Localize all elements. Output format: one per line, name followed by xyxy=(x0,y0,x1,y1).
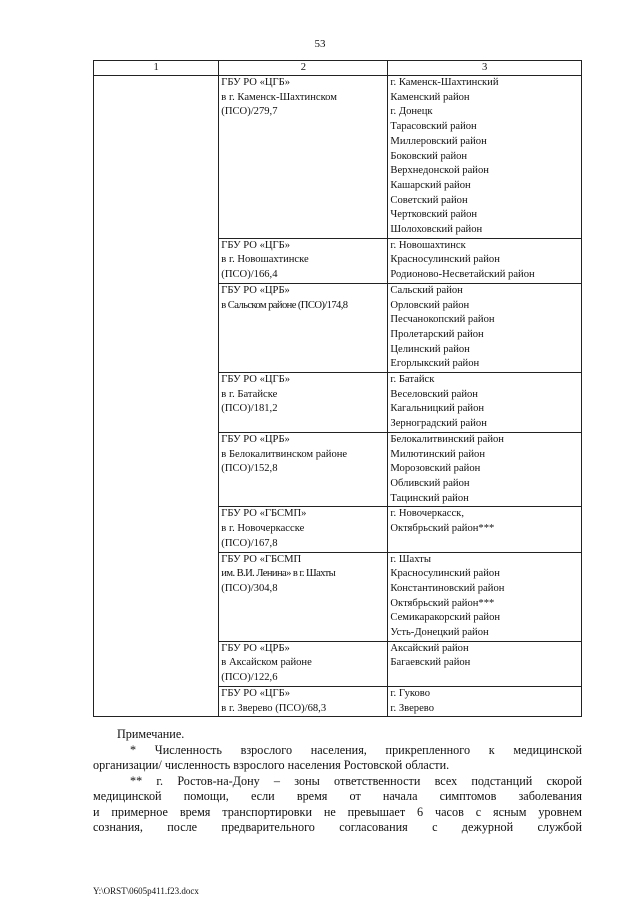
organization-line: в г. Каменск-Шахтинском xyxy=(221,91,337,103)
service-area-line: Советский район xyxy=(390,194,468,206)
service-area-line: Октябрьский район*** xyxy=(390,523,495,535)
notes-section xyxy=(93,727,582,836)
service-area-line: г. Новочеркасск, xyxy=(390,508,464,520)
organization-line: ГБУ РО «ЦГБ» xyxy=(221,77,291,88)
service-area-cell xyxy=(388,238,582,283)
note-1-line-2: организации/ численность взрослого населения Ростовской области. xyxy=(93,758,450,772)
table-header-row xyxy=(94,61,582,76)
service-area-line: г. Гуково xyxy=(390,687,431,699)
service-area-line: Тарасовский район xyxy=(390,121,477,133)
organization-line: в г. Зверево (ПСО)/68,3 xyxy=(221,702,327,714)
service-area-line: Миллеровский район xyxy=(390,135,487,147)
service-area-line: Орловский район xyxy=(390,299,470,311)
organization-line: (ПСО)/166,4 xyxy=(221,269,278,281)
service-area-line: Каменский район xyxy=(390,91,470,103)
organization-line: (ПСО)/181,2 xyxy=(221,403,278,415)
note-2-line-2: медицинской помощи, если время от начала симптомов заболевания xyxy=(93,789,582,803)
organization-line: в Белокалитвинском районе xyxy=(221,448,348,460)
note-2-line-4: сознания, после предварительного согласования с дежурной службой xyxy=(93,820,582,834)
service-area-line: Шолоховский район xyxy=(390,224,483,236)
zones-table xyxy=(93,60,582,717)
organization-line: ГБУ РО «ГБСМП» xyxy=(221,508,307,520)
organization-cell xyxy=(219,432,388,507)
organization-line: (ПСО)/304,8 xyxy=(221,582,278,594)
service-area-line: Усть-Донецкий район xyxy=(390,627,489,639)
service-area-line: Родионово-Несветайский район xyxy=(390,269,535,281)
service-area-cell xyxy=(388,373,582,433)
service-area-line: Целинский район xyxy=(390,343,470,355)
organization-line: ГБУ РО «ЦГБ» xyxy=(221,687,291,699)
service-area-line: Багаевский район xyxy=(390,657,471,669)
service-area-line: г. Зверево xyxy=(390,702,435,714)
service-area-line: Кашарский район xyxy=(390,179,471,191)
organization-line: ГБУ РО «ЦРБ» xyxy=(221,433,290,445)
service-area-cell xyxy=(388,76,582,239)
page-number: 53 xyxy=(314,38,326,50)
notes-title: Примечание. xyxy=(117,727,185,741)
organization-line: в Сальском районе (ПСО)/174,8 xyxy=(221,299,348,311)
table-row xyxy=(94,76,582,239)
service-area-line: Песчанокопский район xyxy=(390,314,495,326)
organization-cell xyxy=(219,507,388,552)
note-2-line-3: и примерное время транспортировки не превышает 6 часов с ясным уровнем xyxy=(93,804,582,819)
organization-cell xyxy=(219,686,388,716)
service-area-line: Зерноградский район xyxy=(390,418,487,430)
service-area-line: Белокалитвинский район xyxy=(390,433,504,445)
organization-cell xyxy=(219,76,388,239)
service-area-line: Морозовский район xyxy=(390,463,481,475)
organization-line: ГБУ РО «ЦРБ» xyxy=(221,642,290,654)
service-area-line: Боковский район xyxy=(390,150,468,162)
service-area-line: Чертковский район xyxy=(390,209,478,221)
service-area-line: г. Батайск xyxy=(390,374,435,386)
service-area-line: Октябрьский район*** xyxy=(390,597,495,609)
service-area-line: г. Шахты xyxy=(390,553,432,565)
service-area-cell xyxy=(388,552,582,641)
service-area-cell xyxy=(388,432,582,507)
service-area-line: Веселовский район xyxy=(390,388,478,400)
organization-cell xyxy=(219,283,388,372)
service-area-line: Верхнедонской район xyxy=(390,165,489,177)
service-area-cell xyxy=(388,686,582,716)
organization-line: (ПСО)/279,7 xyxy=(221,106,278,118)
organization-line: в г. Батайске xyxy=(221,388,278,400)
organization-cell xyxy=(219,641,388,686)
service-area-cell xyxy=(388,507,582,552)
column-header-1: 1 xyxy=(94,61,219,76)
organization-cell xyxy=(219,552,388,641)
service-area-line: г. Донецк xyxy=(390,106,433,118)
service-area-line: Кагальницкий район xyxy=(390,403,485,415)
organization-cell xyxy=(219,238,388,283)
organization-line: в г. Новочеркасске xyxy=(221,523,305,535)
column-header-3: 3 xyxy=(388,61,582,76)
service-area-line: Аксайский район xyxy=(390,642,469,654)
service-area-line: Милютинский район xyxy=(390,448,485,460)
organization-line: ГБУ РО «ЦГБ» xyxy=(221,239,291,251)
organization-line: ГБУ РО «ЦРБ» xyxy=(221,284,290,296)
organization-line: ГБУ РО «ЦГБ» xyxy=(221,374,291,386)
organization-line: (ПСО)/167,8 xyxy=(221,537,278,549)
service-area-line: Красносулинский район xyxy=(390,254,500,266)
service-area-line: Пролетарский район xyxy=(390,328,484,340)
service-area-line: Красносулинский район xyxy=(390,568,500,580)
organization-line: им. В.И. Ленина» в г. Шахты xyxy=(221,568,336,580)
service-area-line: Константиновский район xyxy=(390,582,505,594)
service-area-line: Обливский район xyxy=(390,477,470,489)
service-area-line: г. Каменск-Шахтинский xyxy=(390,77,499,88)
organization-line: в г. Новошахтинске xyxy=(221,254,309,266)
file-path-footer: Y:\ORST\0605p411.f23.docx xyxy=(93,886,199,896)
organization-line: ГБУ РО «ГБСМП xyxy=(221,553,302,565)
organization-line: (ПСО)/122,6 xyxy=(221,672,278,684)
service-area-line: Сальский район xyxy=(390,284,463,296)
note-2-line-1: ** г. Ростов-на-Дону – зоны ответственности всех подстанций скорой xyxy=(130,773,582,788)
service-area-line: Семикаракорский район xyxy=(390,612,501,624)
service-area-line: Егорлыкский район xyxy=(390,358,480,370)
organization-line: (ПСО)/152,8 xyxy=(221,463,278,475)
service-area-cell xyxy=(388,641,582,686)
note-1-line-1: * Численность взрослого населения, прикрепленного к медицинской xyxy=(130,742,582,757)
service-area-line: г. Новошахтинск xyxy=(390,239,466,251)
organization-line: в Аксайском районе xyxy=(221,657,312,669)
service-area-line: Тацинский район xyxy=(390,492,469,504)
column-header-2: 2 xyxy=(219,61,388,76)
organization-cell xyxy=(219,373,388,433)
service-area-cell xyxy=(388,283,582,372)
column-1-cell xyxy=(94,76,219,717)
